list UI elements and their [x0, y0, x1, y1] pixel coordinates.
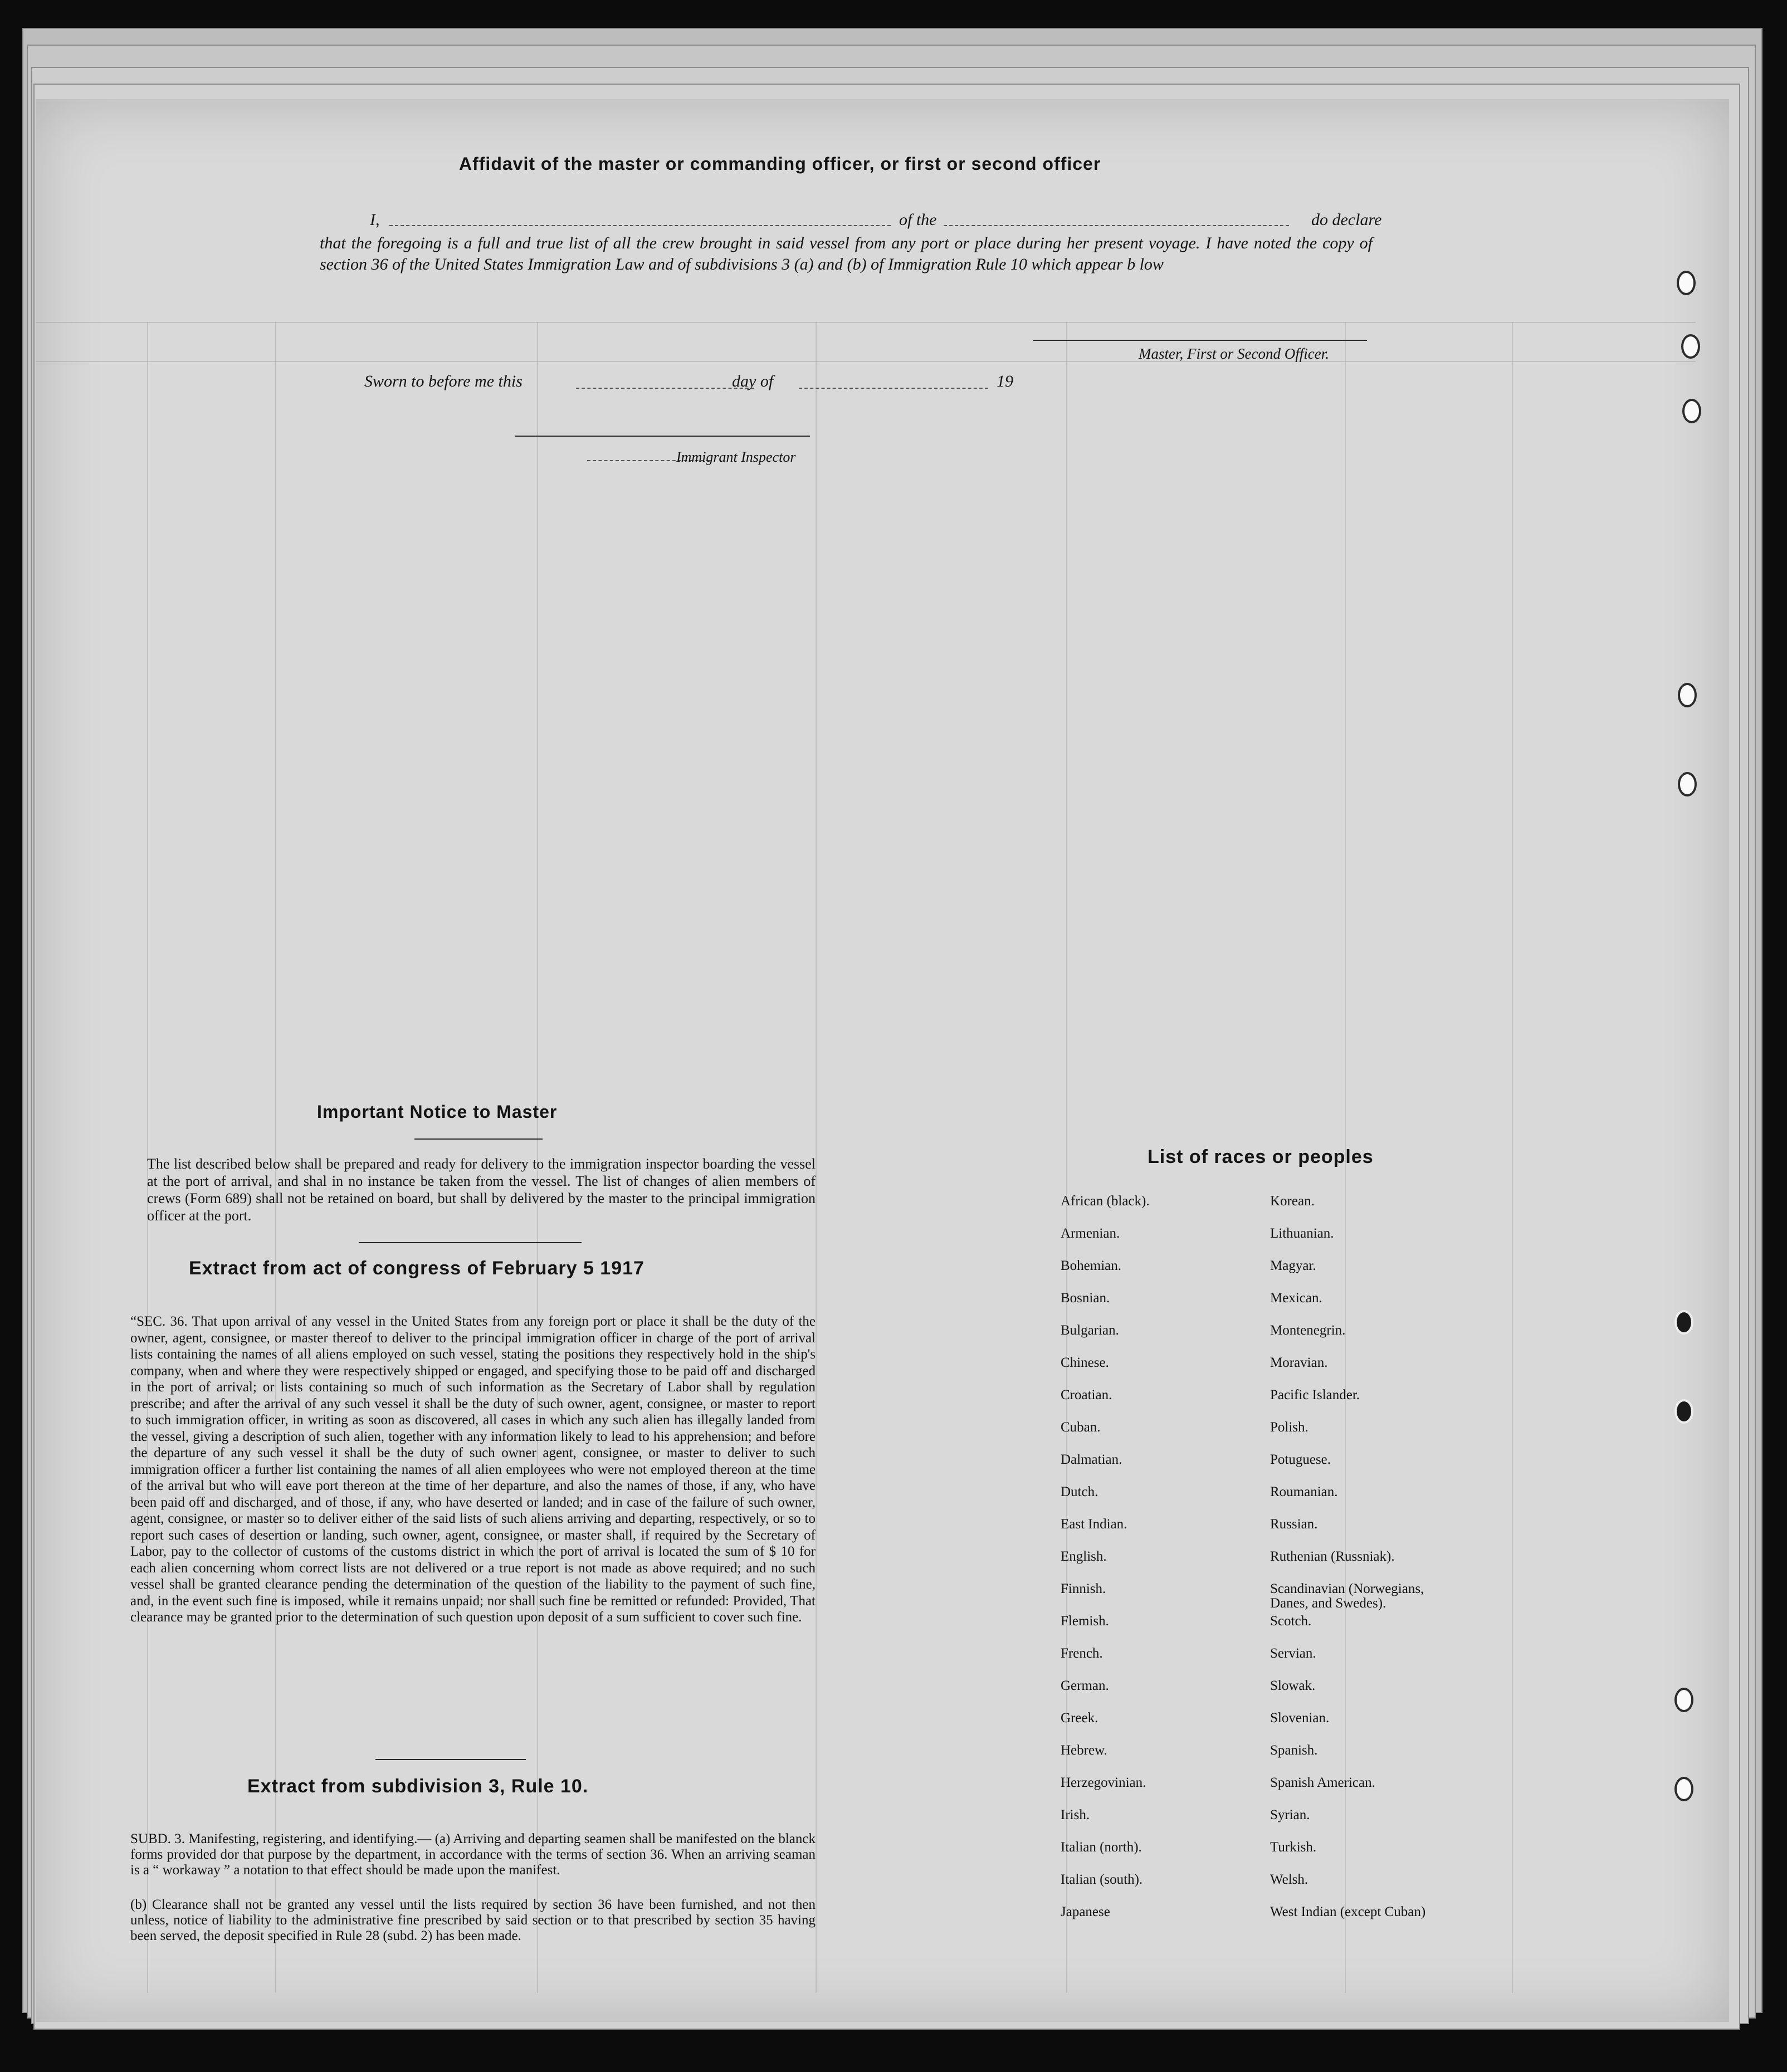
race-item: Greek. — [1061, 1711, 1098, 1726]
race-item: Servian. — [1270, 1646, 1316, 1661]
race-item: Italian (north). — [1061, 1840, 1142, 1855]
race-item: Russian. — [1270, 1517, 1318, 1532]
race-item: Armenian. — [1061, 1226, 1120, 1241]
affidavit-declare-label: do declare — [1311, 211, 1382, 229]
race-item: Moravian. — [1270, 1355, 1328, 1370]
race-item: Finnish. — [1061, 1581, 1106, 1596]
ghost-rule — [816, 322, 817, 1993]
race-item: Italian (south). — [1061, 1872, 1143, 1887]
race-item: Japanese — [1061, 1904, 1110, 1919]
binder-hole — [1674, 1688, 1693, 1712]
sworn-month-blank — [799, 388, 988, 389]
notice-title-underline — [414, 1138, 543, 1140]
race-item: Slovenian. — [1270, 1711, 1330, 1726]
race-item: East Indian. — [1061, 1517, 1127, 1532]
races-title: List of races or peoples — [1148, 1146, 1374, 1167]
race-item: Syrian. — [1270, 1807, 1310, 1822]
race-item: Scotch. — [1270, 1614, 1312, 1629]
affidavit-i-label: I, — [370, 211, 380, 229]
race-item: Hebrew. — [1061, 1743, 1107, 1758]
binder-hole — [1674, 1777, 1693, 1801]
race-item: Slowak. — [1270, 1678, 1316, 1693]
race-item: Magyar. — [1270, 1258, 1316, 1273]
race-item: Bulgarian. — [1061, 1323, 1119, 1338]
race-item: Croatian. — [1061, 1387, 1112, 1402]
binder-hole — [1682, 399, 1701, 423]
race-item: Dutch. — [1061, 1484, 1098, 1499]
race-item: Flemish. — [1061, 1614, 1109, 1629]
inspector-signature-line — [515, 436, 810, 437]
ghost-rule — [36, 361, 1696, 362]
binder-hole — [1678, 683, 1697, 707]
race-item: Herzegovinian. — [1061, 1775, 1146, 1790]
master-signature-line — [1033, 340, 1367, 341]
section-divider — [359, 1242, 582, 1243]
race-item: Scandinavian (Norwegians, Danes, and Swedes). — [1270, 1581, 1424, 1611]
vessel-blank-line — [944, 225, 1289, 226]
race-item: Dalmatian. — [1061, 1452, 1122, 1467]
race-item: Pacific Islander. — [1270, 1387, 1360, 1402]
sworn-year-label: 19 — [997, 372, 1013, 390]
extract-rule-title: Extract from subdivision 3, Rule 10. — [247, 1776, 589, 1797]
document-page — [36, 99, 1729, 2022]
race-item: Irish. — [1061, 1807, 1090, 1822]
race-item: English. — [1061, 1549, 1107, 1564]
race-item: West Indian (except Cuban) — [1270, 1904, 1426, 1919]
race-item: Spanish American. — [1270, 1775, 1375, 1790]
binder-hole — [1681, 334, 1700, 359]
sworn-label: Sworn to before me this — [364, 372, 523, 390]
race-item: Bosnian. — [1061, 1291, 1110, 1306]
section-divider — [375, 1759, 526, 1760]
binder-hole — [1677, 271, 1696, 295]
binder-hole — [1674, 1399, 1693, 1424]
binder-hole — [1674, 1310, 1693, 1335]
race-item: German. — [1061, 1678, 1109, 1693]
race-item: Potuguese. — [1270, 1452, 1331, 1467]
notice-title: Important Notice to Master — [317, 1102, 558, 1122]
race-item: French. — [1061, 1646, 1103, 1661]
affidavit-title: Affidavit of the master or commanding officer, or first or second officer — [459, 154, 1101, 174]
extract-rule-para-b: (b) Clearance shall not be granted any vessel until the lists required by section 36 have been furnished, and not then unless, notice of liability to the administrative fine prescribed by said section or to that prescribed by section 35 having been served, the deposit specified in Rule 28 (subd. 2) has been made. — [130, 1897, 816, 1943]
race-item: Montenegrin. — [1270, 1323, 1346, 1338]
race-item: Lithuanian. — [1270, 1226, 1334, 1241]
master-signature-caption: Master, First or Second Officer. — [1139, 345, 1329, 362]
race-item: Chinese. — [1061, 1355, 1109, 1370]
race-item: Spanish. — [1270, 1743, 1318, 1758]
race-item: Korean. — [1270, 1194, 1315, 1209]
affidavit-paragraph: that the foregoing is a full and true list of all the crew brought in said vessel from any port or place during her present voyage. I have noted the copy of section 36 of the United States Immigration Law and of subdivisions 3 (a) and (b) of Immigration Rule 10 which appear b low — [320, 234, 1373, 273]
sworn-day-label: day of — [732, 372, 774, 390]
races-left-column — [1061, 1194, 1261, 1918]
notice-text: The list described below shall be prepared and ready for delivery to the immigration inspector boarding the vessel at the port of arrival, and shal in no instance be taken from the vessel. The list of changes of alien members of crews (Form 689) shall not be retained on board, but shall by delivered by the master to the principal immigration officer at the port. — [147, 1156, 816, 1224]
race-item: Polish. — [1270, 1420, 1308, 1435]
extract-rule-para-a: SUBD. 3. Manifesting, registering, and identifying.— (a) Arriving and departing seamen shall be manifested on the blanck forms provided dor that purpose by the department, in accordance with the terms of section 36. When an arriving seaman is a “ workaway ” a notation to that effect should be made upon the manifest. — [130, 1831, 816, 1878]
race-item: Roumanian. — [1270, 1484, 1338, 1499]
inspector-caption: Immigrant Inspector — [676, 449, 796, 465]
races-right-column — [1270, 1194, 1604, 1918]
binder-hole — [1678, 772, 1697, 796]
race-item: Welsh. — [1270, 1872, 1308, 1887]
race-item: Turkish. — [1270, 1840, 1317, 1855]
ghost-rule — [36, 322, 1696, 323]
race-item: Mexican. — [1270, 1291, 1322, 1306]
extract-act-text: “SEC. 36. That upon arrival of any vessel in the United States from any foreign port or place it shall be the duty of the owner, agent, consignee, or master thereof to deliver to the principal immigration officer in charge of the port of arrival lists containing the names of all aliens employed on such vessel, stating the positions they respectively hold in the ship's company, when and where they were respectively shipped or engaged, and specifying those to be paid off and discharged in the port of arrival; or lists containing so much of such information as the Secretary of Labor shall by regulation prescribe; and after the arrival of any such vessel it shall be the duty of such owner, agent, consignee, or master to report to such immigration officer, in writing as soon as discovered, all cases in which any such alien has illegally landed from the vessel, giving a description of such alien, together with any information likely to lead to his apprehension; and before the departure of any such vessel it shall be the duty of such owner agent, consignee, or master to deliver to such immigration officer a further list containing the names of all alien employees who were not employed thereon at the time of the arrival but who will eave port thereon at the time of her departure, and also the names of those, if any, who have been paid off and discharged, and of those, if any, who have deserted or landed; and in case of the failure of such owner, agent, consignee, or master so to deliver either of the said lists of such aliens arriving and departing, respectively, or so to report such cases of desertion or landing, such owner, agent, consignee, or master shall, if required by the Secretary of Labor, pay to the collector of customs of the customs district in which the port of arrival is located the sum of $ 10 for each alien concerning whom correct lists are not delivered or a true report is not made as above required; and no such vessel shall be granted clearance pending the determination of the question of the liability to the payment of such fine, and, in the event such fine is imposed, while it remains unpaid; nor shall such fine be remitted or refunded: Provided, That clearance may be granted prior to the determination of such question upon deposit of a sum sufficient to cover such fine. — [130, 1314, 816, 1625]
race-item: African (black). — [1061, 1194, 1150, 1209]
affidavit-of-label: of the — [899, 211, 937, 229]
race-item: Ruthenian (Russniak). — [1270, 1549, 1395, 1564]
extract-act-title: Extract from act of congress of February 5 1917 — [189, 1258, 645, 1279]
race-item: Cuban. — [1061, 1420, 1101, 1435]
name-blank-line — [389, 225, 891, 226]
race-item: Bohemian. — [1061, 1258, 1122, 1273]
sworn-day-blank — [576, 388, 754, 389]
